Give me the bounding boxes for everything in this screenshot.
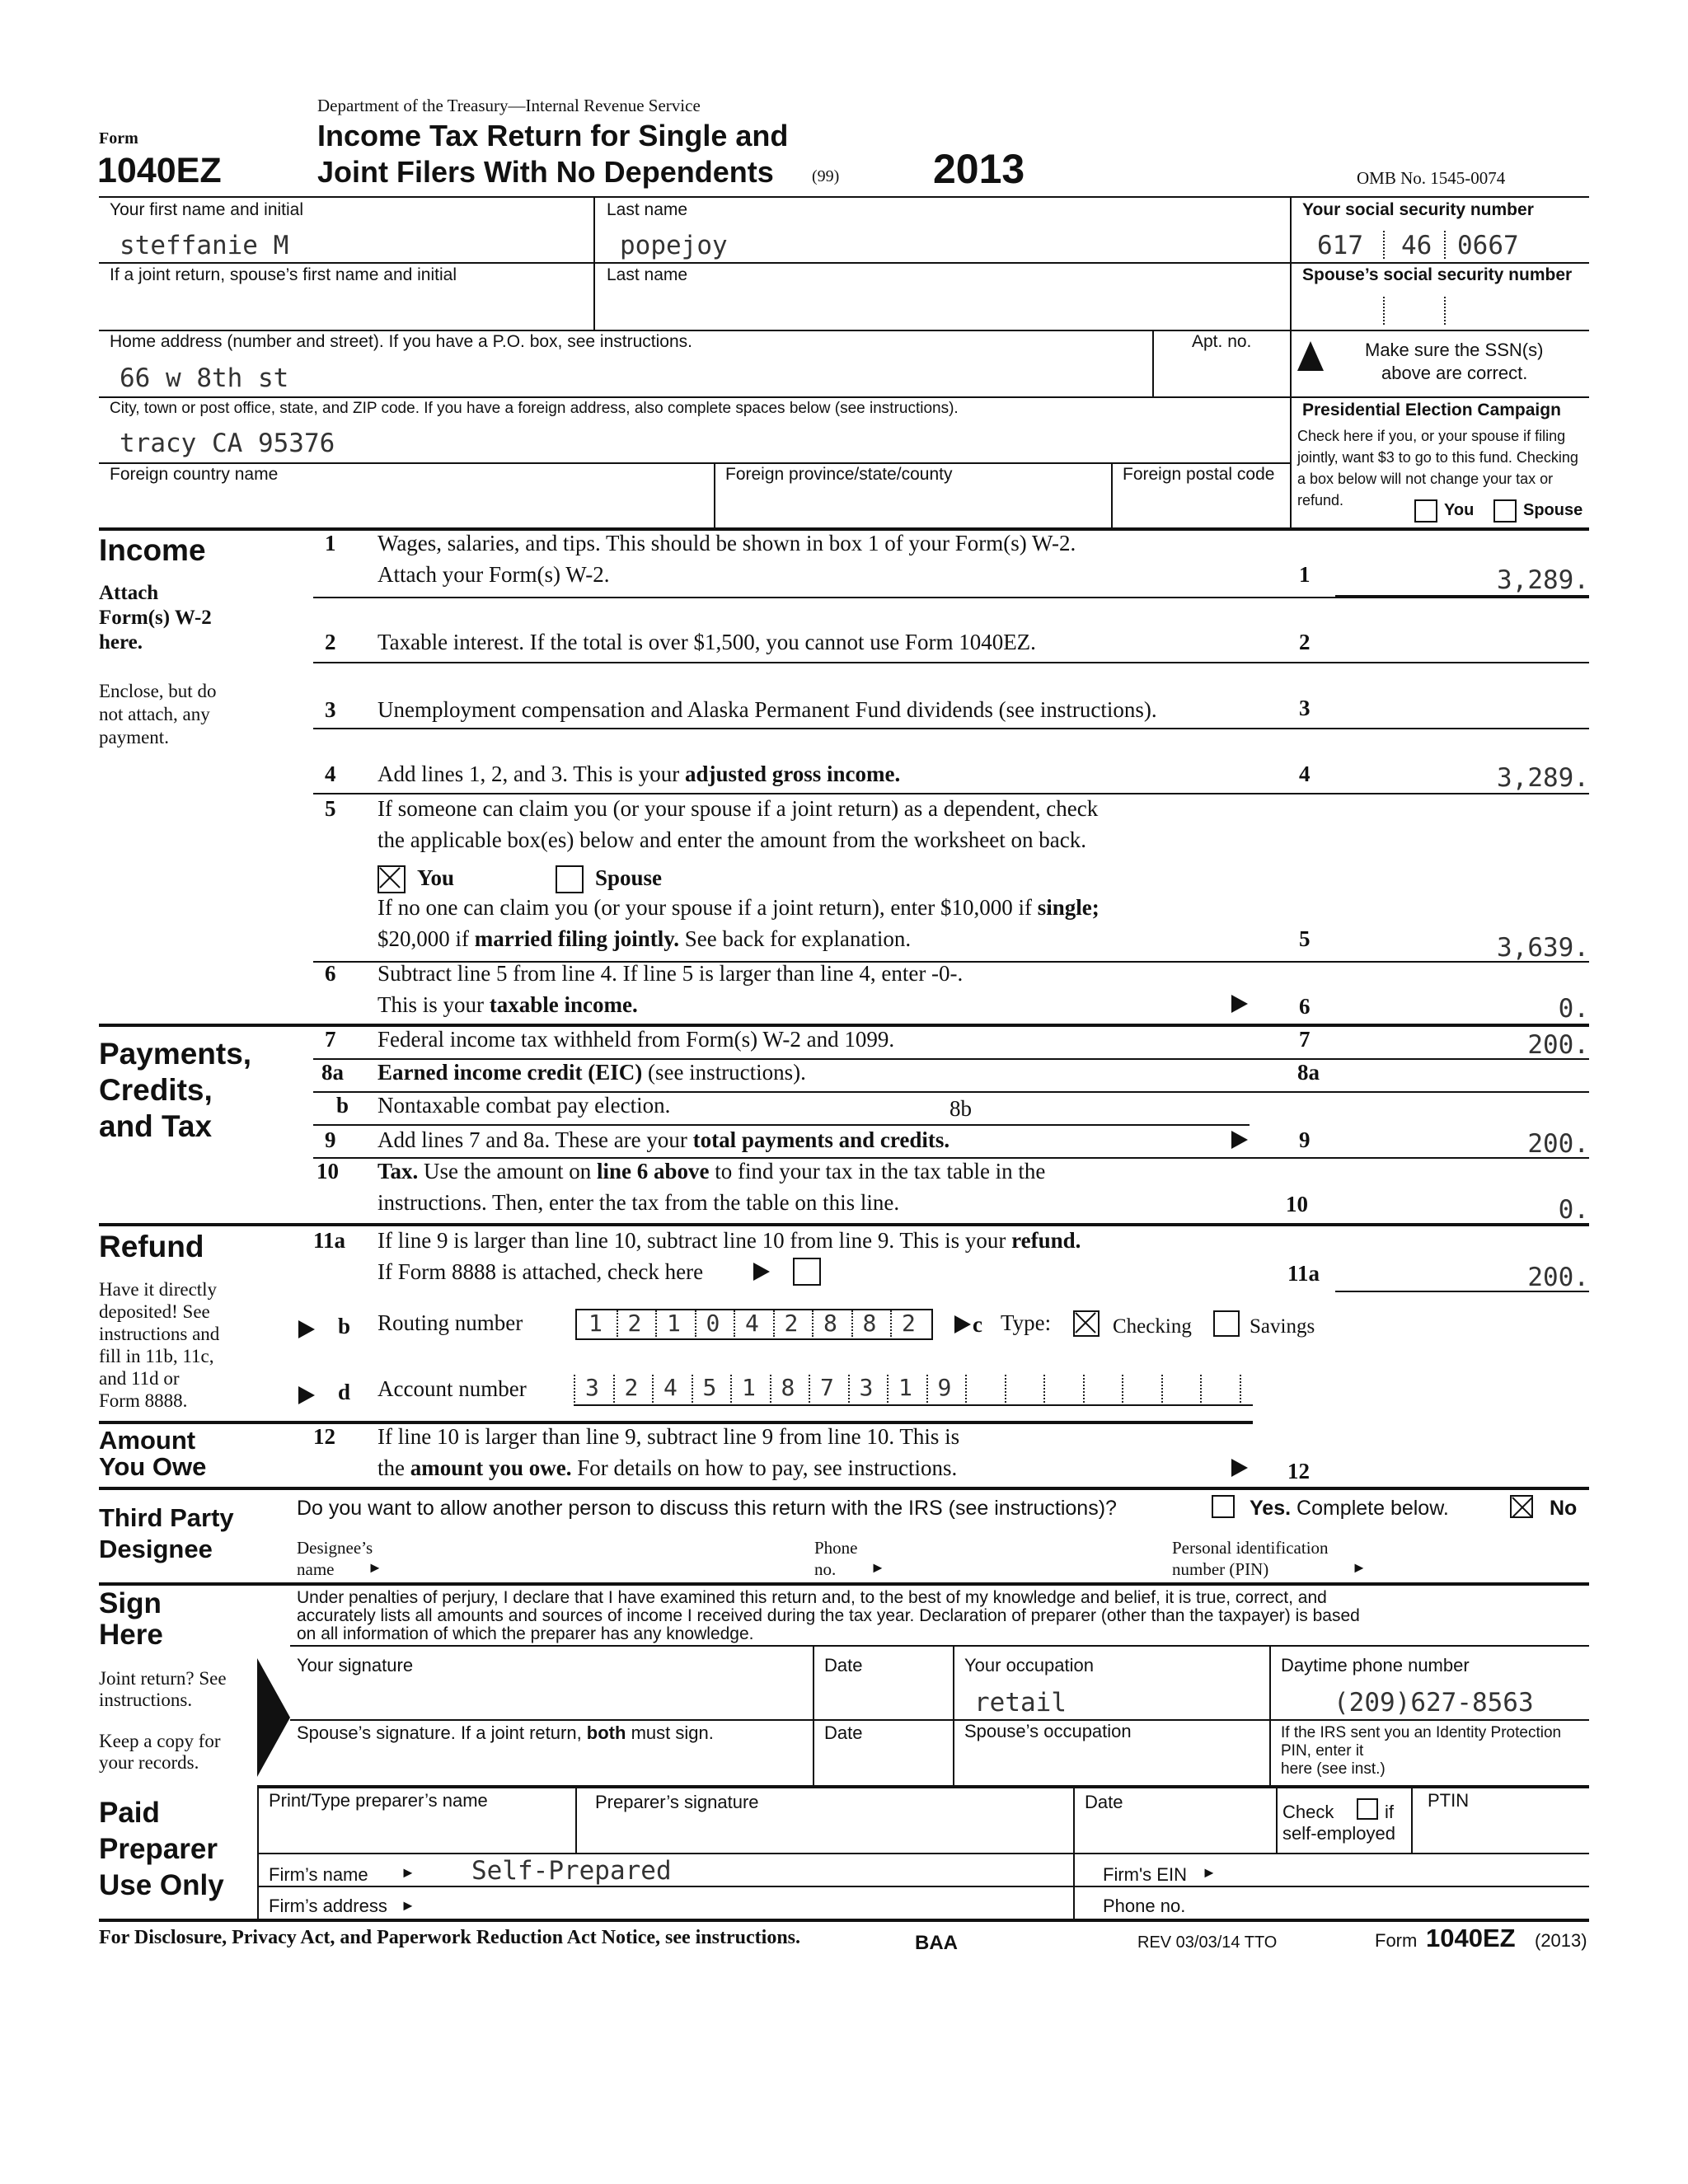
routing-digit: 2 bbox=[902, 1310, 916, 1337]
line9-text: Add lines 7 and 8a. These are your total payments and credits. bbox=[377, 1127, 950, 1152]
routing-arrow-icon bbox=[298, 1320, 315, 1338]
designee-yes-checkbox[interactable] bbox=[1212, 1495, 1235, 1518]
ssn-part3[interactable]: 0667 bbox=[1457, 231, 1519, 260]
line9-arrow-icon bbox=[1231, 1131, 1248, 1149]
department-label: Department of the Treasury—Internal Revenue Service bbox=[317, 96, 701, 115]
line1-box-number: 1 bbox=[1299, 562, 1311, 587]
account-digit: 8 bbox=[781, 1374, 795, 1401]
line4-amount[interactable]: 3,289. bbox=[1497, 763, 1589, 793]
line4-text: Add lines 1, 2, and 3. This is your adjusted gross income. bbox=[377, 762, 901, 786]
spouse-first-name-label: If a joint return, spouse’s first name and initial bbox=[110, 265, 457, 284]
line1-number: 1 bbox=[325, 531, 336, 555]
ssn-warning-line2: above are correct. bbox=[1381, 363, 1528, 383]
line8b-amount-field[interactable] bbox=[989, 1093, 1250, 1124]
routing-digit: 4 bbox=[745, 1310, 759, 1337]
ip-pin-line-3: here (see inst.) bbox=[1281, 1760, 1386, 1778]
sign-side-1: Joint return? See bbox=[99, 1668, 227, 1689]
section-income: Income bbox=[99, 533, 206, 567]
spouse-date-label: Date bbox=[824, 1722, 863, 1743]
line10-number: 10 bbox=[316, 1159, 339, 1183]
line5-amount[interactable]: 3,639. bbox=[1497, 933, 1589, 963]
campaign-text3: a box below will not change your tax or bbox=[1297, 471, 1554, 487]
section-sign-2: Here bbox=[99, 1619, 163, 1651]
checking-checkbox[interactable] bbox=[1073, 1310, 1100, 1337]
line11a-text1: If line 9 is larger than line 10, subtract line 10 from line 9. This is your refund. bbox=[377, 1228, 1081, 1253]
line6-arrow-icon bbox=[1231, 995, 1248, 1013]
firm-ein-label: Firm's EIN bbox=[1103, 1864, 1187, 1885]
perjury-line-1: Under penalties of perjury, I declare that I have examined this return and, to the best of my knowledge and belief, it is true, correct, and bbox=[297, 1588, 1327, 1607]
section-payments-2: Credits, bbox=[99, 1073, 213, 1107]
income-attach-2: Form(s) W-2 bbox=[99, 607, 212, 629]
routing-digit: 8 bbox=[862, 1310, 877, 1337]
refund-side-2: deposited! See bbox=[99, 1301, 210, 1322]
line12-amount-field[interactable] bbox=[1335, 1452, 1582, 1485]
routing-letter: b bbox=[338, 1314, 351, 1338]
line11a-number: 11a bbox=[313, 1228, 346, 1253]
routing-digit: 1 bbox=[588, 1310, 603, 1337]
your-signature-label: Your signature bbox=[297, 1655, 414, 1675]
designee-question: Do you want to allow another person to discuss this return with the IRS (see instructions)? bbox=[297, 1497, 1117, 1520]
line5-box-number: 5 bbox=[1299, 926, 1311, 951]
form8888-checkbox[interactable] bbox=[793, 1258, 821, 1286]
income-attach-3: here. bbox=[99, 631, 143, 654]
ip-pin-line-2: PIN, enter it bbox=[1281, 1742, 1364, 1760]
firm-ein-arrow-icon: ► bbox=[1202, 1864, 1217, 1881]
spouse-occupation-label: Spouse’s occupation bbox=[964, 1721, 1132, 1741]
line9-amount[interactable]: 200. bbox=[1527, 1129, 1589, 1159]
preparer-signature-field[interactable] bbox=[587, 1813, 1065, 1849]
campaign-text1: Check here if you, or your spouse if filing bbox=[1297, 428, 1566, 444]
warning-triangle-icon bbox=[1297, 341, 1324, 371]
line6-number: 6 bbox=[325, 961, 336, 986]
line2-text: Taxable interest. If the total is over $1,500, you cannot use Form 1040EZ. bbox=[377, 630, 1036, 654]
campaign-text2: jointly, want $3 to go to this fund. Checking bbox=[1297, 449, 1578, 466]
line11a-text2: If Form 8888 is attached, check here bbox=[377, 1259, 704, 1284]
designee-pin-field[interactable] bbox=[1376, 1538, 1582, 1577]
form-code: (99) bbox=[812, 167, 840, 185]
apt-no-label: Apt. no. bbox=[1192, 332, 1252, 351]
form-title-line2: Joint Filers With No Dependents bbox=[317, 155, 774, 189]
section-sign-1: Sign bbox=[99, 1587, 162, 1619]
footer-rev: REV 03/03/14 TTO bbox=[1137, 1933, 1278, 1952]
line4-number: 4 bbox=[325, 762, 336, 786]
refund-side-6: Form 8888. bbox=[99, 1390, 188, 1411]
line6-amount[interactable]: 0. bbox=[1558, 994, 1589, 1024]
section-payments-3: and Tax bbox=[99, 1109, 213, 1143]
line5-you-label: You bbox=[417, 865, 455, 890]
line3-number: 3 bbox=[325, 697, 336, 722]
type-label: Type: bbox=[1001, 1310, 1052, 1335]
preparer-signature-label: Preparer’s signature bbox=[595, 1792, 759, 1812]
spouse-name-field[interactable] bbox=[107, 293, 1278, 326]
designee-phone-label-2: no. bbox=[814, 1559, 837, 1579]
preparer-name-field[interactable] bbox=[269, 1813, 565, 1849]
line5-number: 5 bbox=[325, 796, 336, 821]
designee-no-label: No bbox=[1550, 1497, 1578, 1520]
home-address-label: Home address (number and street). If you have a P.O. box, see instructions. bbox=[110, 332, 692, 351]
line1-text2: Attach your Form(s) W-2. bbox=[377, 562, 610, 587]
form-number: 1040EZ bbox=[97, 151, 222, 190]
first-name-label: Your first name and initial bbox=[110, 200, 304, 219]
last-name-label: Last name bbox=[607, 200, 688, 219]
preparer-name-label: Print/Type preparer’s name bbox=[269, 1790, 488, 1811]
income-enclose-1: Enclose, but do bbox=[99, 681, 217, 701]
ssn-part2[interactable]: 46 bbox=[1401, 231, 1432, 260]
line12-box-number: 12 bbox=[1287, 1459, 1310, 1483]
routing-digit: 2 bbox=[627, 1310, 642, 1337]
self-employed-label: self-employed bbox=[1282, 1823, 1395, 1844]
sign-here-arrow-icon bbox=[257, 1658, 290, 1777]
routing-label: Routing number bbox=[377, 1310, 523, 1335]
account-label: Account number bbox=[377, 1376, 527, 1401]
firm-phone-field[interactable] bbox=[1203, 1889, 1582, 1917]
line5-text1: If someone can claim you (or your spouse if a joint return) as a dependent, check bbox=[377, 796, 1099, 821]
designee-name-field[interactable] bbox=[396, 1538, 808, 1577]
firm-address-arrow-icon: ► bbox=[401, 1897, 415, 1914]
designee-name-label-2: name bbox=[297, 1559, 335, 1579]
foreign-country-label: Foreign country name bbox=[110, 465, 279, 484]
footer-form-number: 1040EZ bbox=[1426, 1924, 1516, 1952]
home-address-field[interactable]: 66 w 8th st bbox=[120, 363, 289, 393]
income-enclose-3: payment. bbox=[99, 727, 169, 748]
account-letter: d bbox=[338, 1380, 351, 1404]
routing-digit: 0 bbox=[706, 1310, 720, 1337]
line4-box-number: 4 bbox=[1299, 762, 1311, 786]
line2-amount-field[interactable] bbox=[1335, 626, 1582, 659]
line7-amount[interactable]: 200. bbox=[1527, 1030, 1589, 1060]
your-signature-field[interactable] bbox=[297, 1678, 808, 1718]
account-digit: 1 bbox=[898, 1374, 912, 1401]
designee-pin-label-2: number (PIN) bbox=[1172, 1559, 1269, 1579]
line6-text1: Subtract line 5 from line 4. If line 5 is larger than line 4, enter -0-. bbox=[377, 961, 964, 986]
foreign-postal-label: Foreign postal code bbox=[1123, 465, 1275, 484]
firm-name-arrow-icon: ► bbox=[401, 1864, 415, 1881]
firm-address-field[interactable] bbox=[420, 1889, 1063, 1917]
campaign-spouse-checkbox[interactable] bbox=[1493, 499, 1517, 523]
footer-baa: BAA bbox=[915, 1932, 958, 1954]
line5-text2: the applicable box(es) below and enter the amount from the worksheet on back. bbox=[377, 827, 1086, 852]
line11a-arrow-icon bbox=[753, 1263, 770, 1281]
line5-spouse-label: Spouse bbox=[595, 865, 663, 890]
firm-ein-field[interactable] bbox=[1228, 1856, 1582, 1886]
footer-form-word: Form bbox=[1375, 1930, 1418, 1951]
designee-no-checkbox[interactable] bbox=[1510, 1495, 1533, 1518]
line12-number: 12 bbox=[313, 1424, 335, 1449]
daytime-phone-field[interactable]: (209)627-8563 bbox=[1334, 1688, 1534, 1718]
line8a-number: 8a bbox=[321, 1060, 344, 1085]
refund-side-4: fill in 11b, 11c, bbox=[99, 1346, 214, 1366]
city-field[interactable]: tracy CA 95376 bbox=[120, 429, 335, 458]
section-designee-2: Designee bbox=[99, 1535, 213, 1563]
firm-name-field[interactable]: Self-Prepared bbox=[471, 1856, 672, 1886]
line10-text2: instructions. Then, enter the tax from the table on this line. bbox=[377, 1190, 900, 1215]
account-digit: 3 bbox=[585, 1374, 599, 1401]
designee-pin-label-1: Personal identification bbox=[1172, 1538, 1329, 1558]
ptin-field[interactable] bbox=[1421, 1813, 1586, 1849]
income-attach-1: Attach bbox=[99, 582, 159, 604]
checking-label: Checking bbox=[1113, 1315, 1192, 1338]
spouse-signature-field[interactable] bbox=[297, 1746, 808, 1782]
self-employed-if-label: if bbox=[1385, 1802, 1394, 1822]
ssn-part1[interactable]: 617 bbox=[1317, 231, 1363, 260]
line7-number: 7 bbox=[325, 1027, 336, 1052]
line1-text1: Wages, salaries, and tips. This should be shown in box 1 of your Form(s) W-2. bbox=[377, 531, 1076, 555]
line6-box-number: 6 bbox=[1299, 994, 1311, 1019]
designee-yes-label: Yes. Complete below. bbox=[1250, 1497, 1449, 1520]
line8a-amount-field[interactable] bbox=[1335, 1060, 1582, 1091]
savings-label: Savings bbox=[1250, 1315, 1315, 1338]
income-enclose-2: not attach, any bbox=[99, 704, 210, 724]
designee-phone-arrow-icon: ► bbox=[870, 1559, 885, 1576]
routing-digit: 1 bbox=[667, 1310, 681, 1337]
line3-amount-field[interactable] bbox=[1335, 692, 1582, 725]
form-title-line1: Income Tax Return for Single and bbox=[317, 119, 789, 152]
campaign-you-label: You bbox=[1444, 501, 1475, 519]
perjury-line-3: on all information of which the preparer has any knowledge. bbox=[297, 1624, 754, 1643]
line5-you-checkbox[interactable] bbox=[377, 865, 406, 893]
line9-number: 9 bbox=[325, 1127, 336, 1152]
self-employed-checkbox[interactable] bbox=[1357, 1798, 1378, 1820]
form-label: Form bbox=[99, 129, 138, 148]
preparer-date-field[interactable] bbox=[1085, 1813, 1269, 1849]
section-payments-1: Payments, bbox=[99, 1037, 252, 1071]
line5-text4: $20,000 if married filing jointly. See back for explanation. bbox=[377, 926, 912, 951]
designee-phone-field[interactable] bbox=[898, 1538, 1162, 1577]
firm-address-label: Firm’s address bbox=[269, 1896, 387, 1916]
campaign-you-checkbox[interactable] bbox=[1414, 499, 1437, 523]
line7-box-number: 7 bbox=[1299, 1027, 1311, 1052]
section-owe-1: Amount bbox=[99, 1426, 196, 1455]
line5-text3: If no one can claim you (or your spouse if a joint return), enter $10,000 if single; bbox=[377, 895, 1100, 920]
line5-spouse-checkbox[interactable] bbox=[556, 865, 584, 893]
line8b-number: b bbox=[336, 1093, 349, 1118]
account-digit: 7 bbox=[820, 1374, 834, 1401]
last-name-field[interactable]: popejoy bbox=[620, 231, 728, 260]
line7-text: Federal income tax withheld from Form(s) W-2 and 1099. bbox=[377, 1027, 895, 1052]
section-owe-2: You Owe bbox=[99, 1452, 207, 1481]
ptin-label: PTIN bbox=[1428, 1790, 1470, 1811]
routing-digit: 8 bbox=[823, 1310, 837, 1337]
refund-side-5: and 11d or bbox=[99, 1368, 180, 1389]
foreign-province-label: Foreign province/state/county bbox=[725, 465, 953, 484]
section-designee-1: Third Party bbox=[99, 1503, 234, 1532]
occupation-label: Your occupation bbox=[964, 1655, 1094, 1675]
designee-name-arrow-icon: ► bbox=[368, 1559, 382, 1576]
daytime-phone-label: Daytime phone number bbox=[1281, 1655, 1470, 1675]
line3-box-number: 3 bbox=[1299, 696, 1311, 720]
spouse-signature-label: Spouse’s signature. If a joint return, both must sign. bbox=[297, 1722, 714, 1743]
tax-year: 2013 bbox=[933, 146, 1025, 192]
sign-side-4: your records. bbox=[99, 1752, 199, 1773]
preparer-date-label: Date bbox=[1085, 1792, 1123, 1812]
line11a-box-number: 11a bbox=[1287, 1261, 1320, 1286]
city-label: City, town or post office, state, and ZIP code. If you have a foreign address, also complete spaces below (see instructions). bbox=[110, 400, 959, 417]
self-employed-check-label: Check bbox=[1282, 1802, 1334, 1822]
line6-text2: This is your taxable income. bbox=[377, 992, 638, 1017]
ip-pin-line-1: If the IRS sent you an Identity Protection bbox=[1281, 1724, 1562, 1741]
ssn-warning-line1: Make sure the SSN(s) bbox=[1365, 340, 1544, 360]
line1-amount[interactable]: 3,289. bbox=[1497, 565, 1589, 595]
perjury-line-2: accurately lists all amounts and sources of income I received during the tax year. Declaration of preparer (other than the taxpayer) is based bbox=[297, 1606, 1360, 1625]
line8a-box-number: 8a bbox=[1297, 1060, 1320, 1085]
designee-name-label-1: Designee’s bbox=[297, 1538, 373, 1558]
line10-text1: Tax. Use the amount on line 6 above to find your tax in the tax table in the bbox=[377, 1159, 1046, 1183]
spouse-last-name-label: Last name bbox=[607, 265, 688, 284]
line10-box-number: 10 bbox=[1286, 1192, 1308, 1216]
campaign-title: Presidential Election Campaign bbox=[1302, 401, 1561, 419]
ssn-label: Your social security number bbox=[1302, 200, 1534, 219]
savings-checkbox[interactable] bbox=[1213, 1310, 1240, 1337]
signature-date-label: Date bbox=[824, 1655, 863, 1675]
omb-number: OMB No. 1545-0074 bbox=[1357, 168, 1506, 188]
occupation-field[interactable]: retail bbox=[974, 1688, 1067, 1718]
account-digit: 1 bbox=[742, 1374, 756, 1401]
designee-pin-arrow-icon: ► bbox=[1352, 1559, 1367, 1576]
line8a-text: Earned income credit (EIC) (see instructions). bbox=[377, 1060, 806, 1085]
account-digit: 5 bbox=[702, 1374, 717, 1401]
footer-disclosure: For Disclosure, Privacy Act, and Paperwork Reduction Act Notice, see instructions. bbox=[99, 1927, 801, 1948]
account-digit: 2 bbox=[624, 1374, 639, 1401]
refund-side-1: Have it directly bbox=[99, 1279, 218, 1300]
line11a-amount[interactable]: 200. bbox=[1527, 1263, 1589, 1292]
spouse-ssn-label: Spouse’s social security number bbox=[1302, 265, 1573, 284]
section-preparer-2: Preparer bbox=[99, 1833, 218, 1865]
routing-digit: 2 bbox=[784, 1310, 799, 1337]
section-preparer-3: Use Only bbox=[99, 1869, 224, 1901]
line12-arrow-icon bbox=[1231, 1459, 1248, 1477]
account-digit: 9 bbox=[937, 1374, 952, 1401]
line10-amount[interactable]: 0. bbox=[1558, 1195, 1589, 1225]
campaign-text4: refund. bbox=[1297, 492, 1344, 509]
line2-box-number: 2 bbox=[1299, 630, 1311, 654]
firm-name-label: Firm’s name bbox=[269, 1864, 368, 1885]
line12-text2: the amount you owe. For details on how to pay, see instructions. bbox=[377, 1455, 958, 1480]
section-refund: Refund bbox=[99, 1230, 204, 1263]
line12-text1: If line 10 is larger than line 9, subtract line 9 from line 10. This is bbox=[377, 1424, 960, 1449]
sign-side-3: Keep a copy for bbox=[99, 1731, 221, 1751]
section-preparer-1: Paid bbox=[99, 1797, 160, 1829]
first-name-field[interactable]: steffanie M bbox=[120, 231, 289, 260]
line8b-box-label: 8b bbox=[950, 1096, 972, 1121]
sign-side-2: instructions. bbox=[99, 1690, 193, 1710]
designee-phone-label-1: Phone bbox=[814, 1538, 858, 1558]
account-arrow-icon bbox=[298, 1386, 315, 1404]
footer-year: (2013) bbox=[1535, 1930, 1587, 1951]
account-digit: 4 bbox=[663, 1374, 678, 1401]
account-digit: 3 bbox=[859, 1374, 874, 1401]
refund-side-3: instructions and bbox=[99, 1324, 220, 1344]
line9-box-number: 9 bbox=[1299, 1127, 1311, 1152]
firm-phone-label: Phone no. bbox=[1103, 1896, 1186, 1916]
line2-number: 2 bbox=[325, 630, 336, 654]
line3-text: Unemployment compensation and Alaska Permanent Fund dividends (see instructions). bbox=[377, 697, 1157, 722]
type-letter: c bbox=[973, 1312, 982, 1337]
campaign-spouse-label: Spouse bbox=[1523, 501, 1583, 519]
line8b-text: Nontaxable combat pay election. bbox=[377, 1093, 671, 1118]
type-arrow-icon bbox=[954, 1315, 971, 1333]
